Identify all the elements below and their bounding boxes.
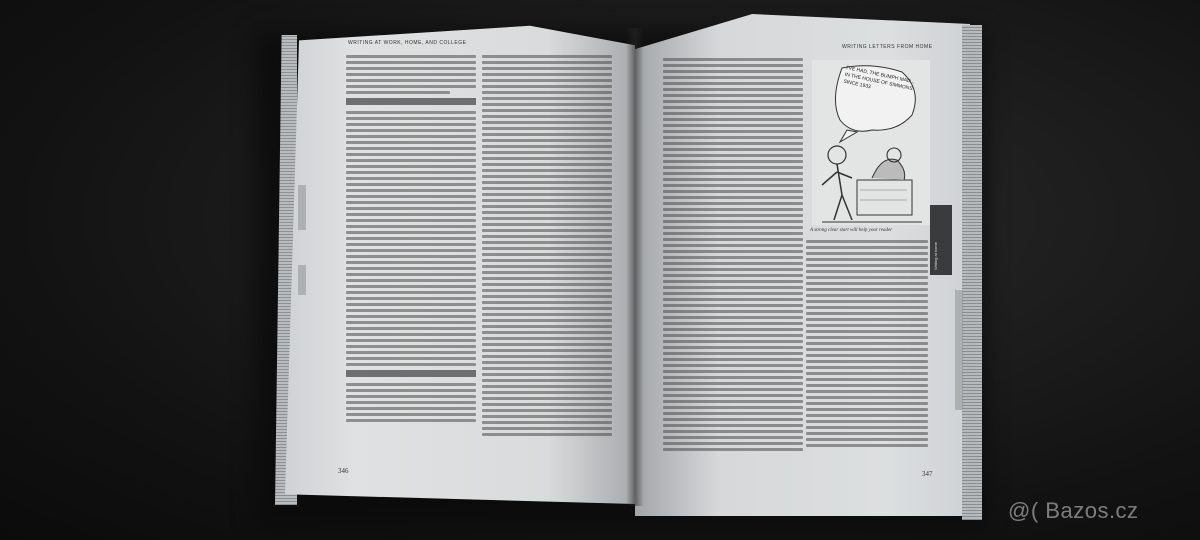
left-heading-1 — [346, 98, 476, 105]
book-gutter — [626, 28, 644, 506]
section-tab-label: Writing at home — [933, 242, 938, 270]
right-running-head: WRITING LETTERS FROM HOME — [842, 44, 933, 50]
left-heading-2 — [346, 370, 476, 377]
watermark-text: Bazos.cz — [1045, 498, 1139, 523]
left-page-number: 346 — [338, 467, 349, 475]
watermark — [1008, 498, 1139, 524]
right-page-edges — [962, 25, 982, 520]
right-column-2 — [806, 240, 928, 450]
left-column-1 — [346, 55, 476, 425]
left-column-2 — [482, 55, 612, 439]
right-page-number: 347 — [922, 470, 933, 478]
margin-highlight — [298, 265, 306, 295]
margin-shading — [955, 290, 963, 410]
right-column-1 — [663, 58, 803, 454]
left-running-head: WRITING AT WORK, HOME, AND COLLEGE — [348, 40, 467, 46]
watermark-symbol: @( — [1008, 498, 1039, 523]
illustration-caption: A strong clear start will help your reader — [810, 228, 893, 233]
margin-highlight — [298, 185, 306, 230]
illustration-balloon-text: I'VE HAD, THE BUMPH MAD... IN THE HOUSE OF SIMMONS SINCE 1933 — [842, 64, 916, 93]
